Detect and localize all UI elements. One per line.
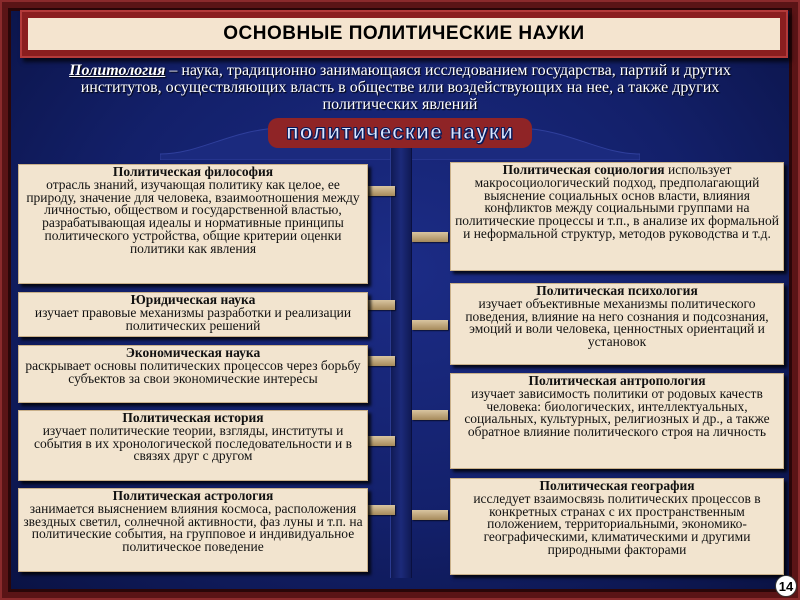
intro-term: Политология	[69, 62, 166, 79]
box-text: занимается выяснением влияния космоса, расположения звездных светил, солнечной активности, фаз луны и т.п. на политические события, на групповое и индивидуальное политическое поведение	[23, 500, 363, 555]
box-text: изучает зависимость политики от родовых качеств человека: биологических, интеллектуальных, социальных, культурных, религиозных и др., а также обратное влияние политического строя на личность	[464, 385, 770, 440]
connector-tab	[365, 300, 395, 310]
box-text: исследует взаимосвязь политических процессов в конкретных странах с их пространственным положением, территориальными, экономико-географическими, климатическими и другими природными факторами	[473, 490, 761, 557]
box-heading: Политическая философия	[112, 164, 274, 179]
box-economic-science	[18, 345, 368, 403]
connector-tab	[412, 320, 448, 330]
box-text: отрасль знаний, изучающая политику как целое, ее природу, значение для человека, взаимоотношения между личностью, обществом и государственной властью, разрабатывающая идеалы и нормативные принципы политического устройства, общие критерии оценки политики как явления	[26, 176, 360, 256]
box-text: изучает правовые механизмы разработки и реализации политических решений	[34, 304, 352, 333]
box-heading: Политическая география	[539, 478, 695, 493]
box-heading: Политическая социология	[502, 162, 665, 177]
connector-tab	[365, 505, 395, 515]
box-political-history	[18, 410, 368, 481]
box-text: изучает объективные механизмы политического поведения, влияние на него сознания и подсознания, эмоций и воли человека, ценностных ориентаций и установок	[465, 295, 769, 350]
box-heading: Политическая антропология	[528, 373, 706, 388]
box-heading: Экономическая наука	[125, 345, 261, 360]
connector-tab	[412, 410, 448, 420]
connector-tab	[412, 232, 448, 242]
intro-definition	[40, 62, 760, 113]
box-heading: Юридическая наука	[130, 292, 256, 307]
box-political-anthropology	[450, 373, 784, 469]
box-heading: Политическая астрология	[112, 488, 274, 503]
box-political-psychology	[450, 283, 784, 365]
title-bar	[20, 10, 788, 58]
connector-tab	[365, 436, 395, 446]
box-text: изучает политические теории, взгляды, институты и события в их хронологической последовательности и в связях друг с другом	[34, 422, 352, 464]
connector-tab	[365, 356, 395, 366]
box-text: раскрывает основы политических процессов через борьбу субъектов за свои экономические интересы	[25, 357, 361, 386]
box-legal-science	[18, 292, 368, 337]
box-political-astrology	[18, 488, 368, 572]
box-political-geography	[450, 478, 784, 575]
page-number: 14	[775, 575, 797, 597]
intro-text: – наука, традиционно занимающаяся исследованием государства, партий и других институтов, осуществляющих власть в обществе или воздействующих на нее, а также других политических явлений	[80, 62, 731, 113]
box-heading: Политическая история	[122, 410, 264, 425]
box-political-sociology	[450, 162, 784, 271]
connector-tab	[412, 510, 448, 520]
banner-label: политические науки	[268, 118, 532, 148]
connector-tab	[365, 186, 395, 196]
box-heading: Политическая психология	[536, 283, 698, 298]
box-political-philosophy	[18, 164, 368, 284]
page-title: ОСНОВНЫЕ ПОЛИТИЧЕСКИЕ НАУКИ	[28, 18, 780, 50]
box-text: использует макросоциологический подход, предполагающий выяснение социальных основ власти, влияния конфликтов между социальными группами на политические процессы и т.п., в анализе их формальной и неформальной структур, методов руководства и т.д.	[455, 162, 779, 241]
